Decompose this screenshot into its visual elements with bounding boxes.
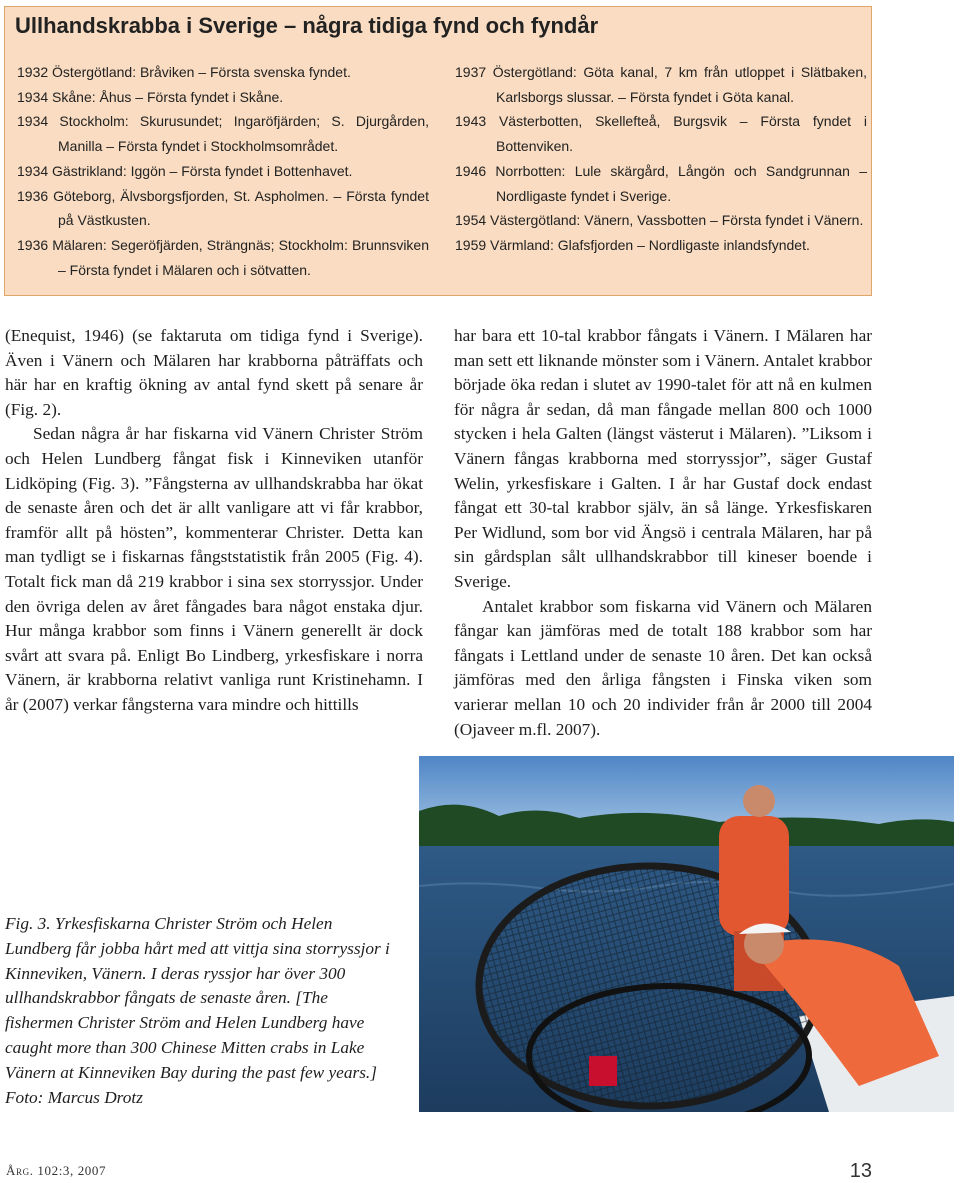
body-column-left (5, 324, 423, 718)
fact-item: 1943 Västerbotten, Skellefteå, Burgsvik – Första fyndet i Bottenviken. (455, 113, 867, 155)
fact-item: 1954 Västergötland: Vänern, Vassbotten – Första fyndet i Vänern. (455, 212, 864, 229)
figure-caption: Fig. 3. Yrkesfiskarna Christer Ström och Helen Lundberg får jobba hårt med att vittja sina storryssjor i Kinneviken, Vänern. I deras ryssjor har över 300 ullhandskrabbor fångats de senaste åren. [The fishermen Christer Ström and Helen Lundberg have caught more than 300 Chinese Mitten crabs in Lake Vänern at Kinneviken Bay during the past few years.] Foto: Marcus Drotz (5, 914, 390, 1107)
fact-item: 1934 Stockholm: Skurusundet; Ingaröfjärden; S. Djurgården, Manilla – Första fyndet i Stockholmsområdet. (17, 113, 429, 155)
body-paragraph: (Enequist, 1946) (se faktaruta om tidiga fynd i Sverige). Även i Vänern och Mälaren har krabborna påträffats och här har en kraftig ökning av antal fynd skett på senare år (Fig. 2). (5, 326, 423, 419)
fact-box-title: Ullhandskrabba i Sverige – några tidiga fynd och fyndår (15, 13, 599, 38)
fishermen-photo (419, 756, 954, 1112)
body-paragraph: Sedan några år har fiskarna vid Vänern Christer Ström och Helen Lundberg fångat fisk i Kinneviken utanför Lidköping (Fig. 3). ”Fångsterna av ullhandskrabba har ökat de senaste åren och det är allt vanligare att vi får krabbor, framför allt på hösten”, kommenterar Christer. Detta kan man tydligt se i fiskarnas fångststatistik från 2005 (Fig. 4). Totalt fick man då 219 krabbor i sina sex storryssjor. Under den övriga delen av året fångades bara något enstaka djur. Hur många krabbor som finns i Vänern generellt är dock svårt att svara på. Enligt Bo Lindberg, yrkesfiskare i norra Vänern, är krabborna relativt vanliga runt Kristinehamn. I år (2007) verkar fångsterna vara mindre och hittills (5, 424, 423, 714)
journal-issue: Årg. 102:3, 2007 (6, 1163, 107, 1178)
fact-list-left (17, 60, 429, 282)
fact-box (4, 6, 872, 296)
fact-item: 1946 Norrbotten: Lule skärgård, Långön och Sandgrunnan – Nordligaste fyndet i Sverige. (455, 162, 867, 204)
fact-item: 1934 Gästrikland: Iggön – Första fyndet i Bottenhavet. (17, 162, 353, 179)
fact-item: 1934 Skåne: Åhus – Första fyndet i Skåne. (17, 88, 284, 105)
body-column-right (454, 324, 872, 742)
body-paragraph: Antalet krabbor som fiskarna vid Vänern och Mälaren fångar kan jämföras med de totalt 188 krabbor som har fångats i Lettland under de senaste 10 åren. Det kan också jämföras med den årliga fångsten i Finska viken som varierar mellan 10 och 20 individer från år 2000 till 2004 (Ojaveer m.fl. 2007). (454, 596, 872, 739)
fact-item: 1932 Östergötland: Bråviken – Första svenska fyndet. (17, 64, 351, 80)
fact-item: 1936 Göteborg, Älvsborgsfjorden, St. Aspholmen. – Första fyndet på Västkusten. (17, 187, 429, 229)
red-buoy (589, 1056, 617, 1086)
fact-item: 1959 Värmland: Glafsfjorden – Nordligaste inlandsfyndet. (455, 236, 810, 253)
page-number: 13 (849, 1160, 872, 1182)
fact-list-right (455, 60, 867, 258)
body-paragraph: har bara ett 10-tal krabbor fångats i Vänern. I Mälaren har man sett ett liknande mönster som i Vänern. Antalet krabbor började öka redan i slutet av 1990-talet för att nå en kulmen för några år sedan, då man fångade mellan 800 och 1000 stycken i hela Galten (längst västerut i Mälaren). ”Liksom i Vänern fångas krabborna med storryssjor”, säger Gustaf Welin, yrkesfiskare i Galten. I år har Gustaf dock endast fångat ett 30-tal krabbor själv, än så länge. Yrkesfiskaren Per Widlund, som bor vid Ängsö i centrala Mälaren, har på sin gårdsplan sålt ullhandskrabbor till kineser boende i Sverige. (454, 326, 872, 591)
fact-item: 1936 Mälaren: Segeröfjärden, Strängnäs; Stockholm: Brunnsviken – Första fyndet i Mälaren och i sötvatten. (17, 236, 429, 278)
fact-item: 1937 Östergötland: Göta kanal, 7 km från utloppet i Slätbaken, Karlsborgs slussar. – Första fyndet i Göta kanal. (455, 64, 867, 105)
